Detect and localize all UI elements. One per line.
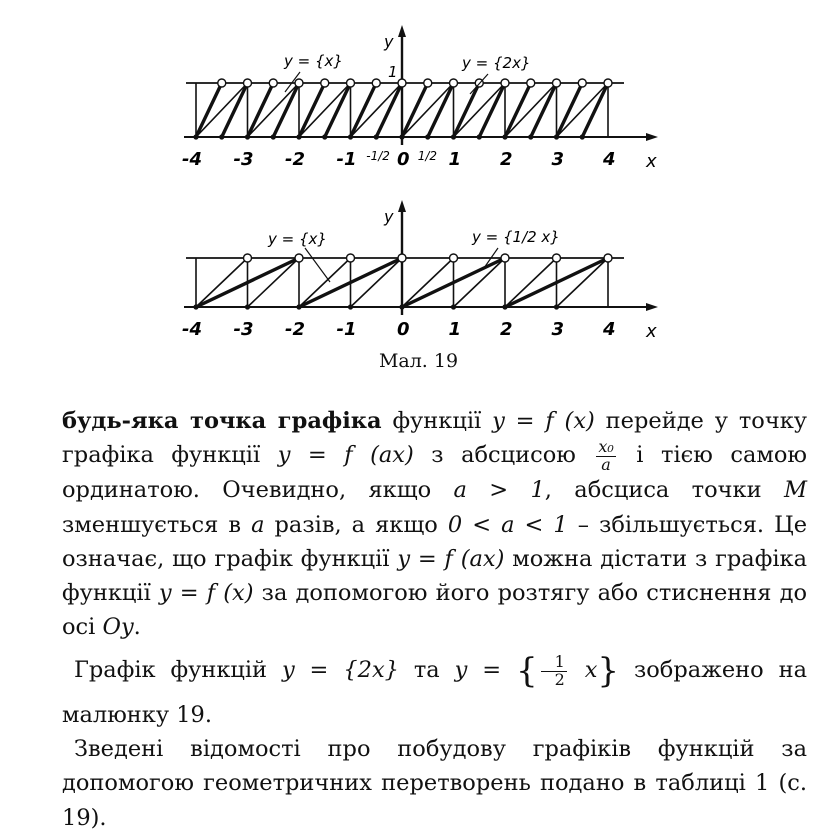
panel1-closed-point (399, 134, 404, 139)
text-span: . (133, 614, 141, 641)
panel2-closed-point (245, 304, 250, 309)
formula: y = (454, 657, 502, 684)
fraction-numerator: x₀ (598, 436, 614, 456)
panel1-closed-point (451, 134, 456, 139)
panel1-series-2-segment (248, 83, 274, 137)
figure-19 (0, 0, 837, 385)
panel2-closed-point (296, 304, 301, 309)
panel2-x-tick-label: 4 (603, 319, 616, 340)
text-span: перейде у точку графіка функції (62, 408, 808, 469)
panel1-series-1-segment (351, 83, 403, 137)
panel1-series-2-segment (222, 83, 248, 137)
panel1-open-point (244, 79, 252, 87)
panel1-closed-point (425, 134, 430, 139)
paragraph-1 (62, 404, 807, 644)
panel1-y-axis-label: y (384, 32, 394, 51)
text-span: разів, а якщо (264, 511, 448, 538)
text-span: з абсцисою (413, 442, 594, 469)
formula: M (783, 477, 807, 504)
fraction-denominator: a (601, 454, 611, 474)
panel2-x-tick-label: -2 (285, 319, 305, 340)
panel1-closed-point (245, 134, 250, 139)
panel2-open-point (604, 254, 612, 262)
panel1-y-tick-label: 1 (388, 63, 398, 81)
panel1-half-tick-label: -1/2 (366, 149, 390, 163)
panel2-open-point (553, 254, 561, 262)
panel1-series-1-segment (557, 83, 609, 137)
panel1-x-tick-label: 1 (448, 149, 462, 170)
panel1-open-point (218, 79, 226, 87)
panel1-series-2-segment (505, 83, 531, 137)
text-span: , абсциса точки (544, 477, 784, 504)
text-span: і тією самою ординатою. Очевидно, якщо (62, 442, 808, 504)
panel1-closed-point (219, 134, 224, 139)
panel1-x-tick-label: 2 (500, 149, 513, 170)
panel1-closed-point (554, 134, 559, 139)
panel1-series-2-segment (582, 83, 608, 137)
panel1-open-point (269, 79, 277, 87)
legend-label-y-frac-2x: y = {2x} (462, 54, 531, 72)
text-span: та (398, 657, 455, 684)
panel1-series-2-segment (428, 83, 454, 137)
panel1-series-2-segment (402, 83, 428, 137)
fraction-numerator: 1 (541, 654, 567, 672)
panel1-series-1-segment (505, 83, 557, 137)
panel1-closed-point (296, 134, 301, 139)
panel1-closed-point (528, 134, 533, 139)
panel1-series-2-segment (557, 83, 583, 137)
panel1-x-tick-label: -4 (182, 149, 202, 170)
formula: a > 1 (453, 477, 545, 504)
formula: y = {2x} (281, 657, 399, 684)
formula-half-x (454, 651, 620, 692)
formula: Oy (102, 614, 134, 641)
figure-caption: Мал. 19 (378, 350, 459, 372)
panel1-open-point (553, 79, 561, 87)
panel2-closed-point (451, 304, 456, 309)
panel1-x-tick-label: -2 (285, 149, 305, 170)
panel2-closed-point (554, 304, 559, 309)
panel1-series-2-segment (531, 83, 557, 137)
legend-label-y-frac-half-x: y = {1/2 x} (472, 228, 560, 246)
panel2-open-point (398, 254, 406, 262)
panel2-series-1-segment (299, 258, 351, 307)
panel1-open-point (450, 79, 458, 87)
paragraph-3: Зведені відомості про побудову графіків функцій за допомогою геометричних перетворень подано в таблиці 1 (с. 19). (62, 736, 807, 831)
panel1-open-point (501, 79, 509, 87)
panel1-x-tick-label: 3 (551, 149, 565, 170)
fraction-denominator: 2 (554, 669, 565, 689)
panel2-x-tick-label: 1 (448, 319, 462, 340)
formula: a (251, 511, 265, 538)
panel1-closed-point (348, 134, 353, 139)
formula: y = f (ax) (277, 442, 414, 469)
panel2-x-axis-arrow (646, 303, 658, 311)
panel1-series-2-segment (454, 83, 480, 137)
text-span: будь-яка точка графіка (62, 408, 382, 434)
formula: x (584, 657, 598, 684)
legend-leader-line (470, 74, 488, 94)
panel1-open-point (398, 79, 406, 87)
panel2-y-axis-label: y (384, 207, 394, 226)
formula: 0 < a < 1 (447, 511, 568, 538)
text-span: – збільшується. Це означає, що графік функції (62, 511, 808, 572)
formula: y = f (ax) (397, 545, 505, 572)
legend-leader-line (305, 248, 330, 282)
text-span: функції (381, 408, 493, 434)
panel1-closed-point (580, 134, 585, 139)
panel1-x-tick-label: -3 (233, 149, 254, 170)
panel2-open-point (450, 254, 458, 262)
panel1-x-tick-label: 0 (397, 149, 410, 170)
brace-close: } (597, 651, 620, 692)
panel1-closed-point (374, 134, 379, 139)
panel1-series-2-segment (376, 83, 402, 137)
panel2-series-1-segment (196, 258, 248, 307)
fraction-x0-over-a (596, 436, 615, 474)
panel1-y-axis-arrow (398, 25, 406, 37)
panel2-open-point (244, 254, 252, 262)
panel2-x-tick-label: 0 (397, 319, 410, 340)
panel1-closed-point (271, 134, 276, 139)
panel1-x-tick-label: 4 (603, 149, 616, 170)
panel1-open-point (527, 79, 535, 87)
text-span: зменшується в (62, 511, 252, 538)
body-text (62, 404, 807, 835)
panel1-series-1-segment (299, 83, 351, 137)
panel1-series-1-segment (196, 83, 248, 137)
panel1-series-2-segment (479, 83, 505, 137)
panel2-open-point (295, 254, 303, 262)
panel1-series-2-segment (351, 83, 377, 137)
panel1-closed-point (322, 134, 327, 139)
panel2-x-tick-label: 2 (500, 319, 513, 340)
brace-open: { (515, 651, 538, 692)
panel1-half-tick-label: 1/2 (417, 149, 438, 163)
panel2-x-axis-label: x (646, 321, 657, 342)
panel2-x-tick-label: -4 (182, 319, 202, 340)
text-span: зображено на малюнку 19. (62, 657, 808, 729)
panel2-closed-point (502, 304, 507, 309)
panel1-open-point (424, 79, 432, 87)
panel1-x-tick-label: -1 (336, 149, 357, 170)
panel1-series-1-segment (454, 83, 506, 137)
panel2-series-1-segment (248, 258, 300, 307)
panel1-x-axis-arrow (646, 133, 658, 141)
panel2-x-tick-label: -3 (233, 319, 254, 340)
panel2-closed-point (348, 304, 353, 309)
panel2-series-1-segment (557, 258, 609, 307)
panel1-closed-point (193, 134, 198, 139)
panel1-series-1-segment (248, 83, 300, 137)
paragraph-2 (62, 646, 807, 732)
panel1-open-point (295, 79, 303, 87)
panel1-series-2-segment (196, 83, 222, 137)
panel2-open-point (347, 254, 355, 262)
legend-label-y-frac-x: y = {x} (284, 52, 343, 70)
formula: y = f (x) (492, 408, 595, 434)
panel2-series-1-segment (505, 258, 557, 307)
panel2-series-1-segment (454, 258, 506, 307)
text-span: за допомогою його розтягу або стиснення до осі (62, 580, 807, 641)
panel1-series-2-segment (299, 83, 325, 137)
panel1-open-point (578, 79, 586, 87)
panel2-open-point (501, 254, 509, 262)
panel1-series-1-segment (402, 83, 454, 137)
text-span: можна дістати з графіка функції (62, 545, 808, 607)
panel1-closed-point (477, 134, 482, 139)
text-span: Графік функцій (74, 657, 282, 684)
panel1-series-2-segment (325, 83, 351, 137)
panel1-open-point (372, 79, 380, 87)
panel2-x-tick-label: -1 (336, 319, 357, 340)
panel1-x-axis-label: x (646, 151, 657, 172)
panel2-closed-point (399, 304, 404, 309)
fraction-one-half (541, 654, 567, 689)
panel2-closed-point (193, 304, 198, 309)
panel2-series-1-segment (402, 258, 454, 307)
panel1-open-point (347, 79, 355, 87)
panel1-open-point (321, 79, 329, 87)
formula: y = f (x) (158, 580, 254, 607)
panel1-open-point (604, 79, 612, 87)
panel2-y-axis-arrow (398, 200, 406, 212)
panel2-x-tick-label: 3 (551, 319, 565, 340)
panel1-closed-point (502, 134, 507, 139)
panel2-series-1-segment (351, 258, 403, 307)
legend-label-y-frac-x: y = {x} (268, 230, 327, 248)
